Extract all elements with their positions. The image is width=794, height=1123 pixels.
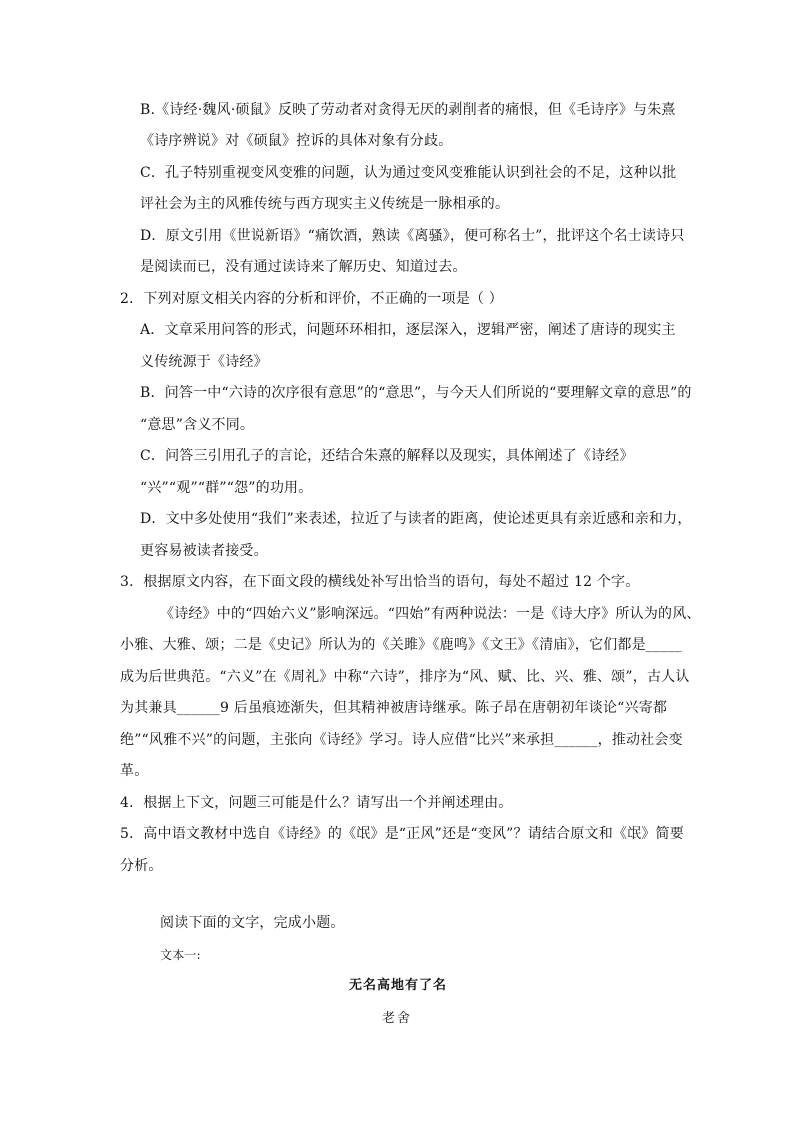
option-d-line-1: D．原文引用《世说新语》“痛饮酒，熟读《离骚》，便可称名士”，批评这个名士读诗只: [140, 228, 685, 244]
option-b-line-2: 《诗序辨说》对《硕鼠》控诉的具体对象有分歧。: [140, 133, 453, 149]
q3-passage-line-3: 成为后世典范。“六义”在《周礼》中称“六诗”，排序为“风、赋、比、兴、雅、颂”，古人认: [120, 669, 690, 685]
q2-option-a-line-2: 义传统源于《诗经》: [140, 354, 268, 370]
question-4: 4．根据上下文，问题三可能是什么？请写出一个并阐述理由。: [120, 795, 513, 811]
text-one-label: 文本一:: [160, 948, 201, 962]
q2-option-b-line-1: B．问答一中“六诗的次序很有意思”的“意思”，与今天人们所说的“要理解文章的意思”的: [140, 385, 692, 401]
article-author: 老舍: [382, 1011, 413, 1026]
question-3-stem: 3．根据原文内容，在下面文段的横线处补写出恰当的语句，每处不超过 12 个字。: [120, 574, 640, 590]
option-c-line-2: 评社会为主的风雅传统与西方现实主义传统是一脉相承的。: [140, 196, 510, 212]
option-b-line-1: B.《诗经·魏风·硕鼠》反映了劳动者对贪得无厌的剥削者的痛恨，但《毛诗序》与朱熹: [140, 102, 676, 118]
q2-option-c-line-1: C．问答三引用孔子的言论，还结合朱熹的解释以及现实，具体阐述了《诗经》: [140, 448, 634, 464]
option-d-line-2: 是阅读而已，没有通过读诗来了解历史、知道过去。: [140, 259, 467, 275]
q2-option-a-line-1: A．文章采用问答的形式，问题环环相扣，逐层深入，逻辑严密，阐述了唐诗的现实主: [140, 322, 676, 338]
q3-passage-line-1: 《诗经》中的“四始六义”影响深远。“四始”有两种说法：一是《诗大序》所认为的风、: [160, 606, 701, 622]
question-2-stem: 2．下列对原文相关内容的分析和评价，不正确的一项是（ ）: [120, 291, 503, 307]
q3-passage-line-5: 绝”“风雅不兴”的问题，主张向《诗经》学习。诗人应借“比兴”来承担______，推动社会变: [120, 732, 683, 748]
q3-passage-line-6: 革。: [120, 763, 149, 779]
question-5-line-1: 5．高中语文教材中选自《诗经》的《氓》是“正风”还是“变风”？请结合原文和《氓》简要: [120, 826, 684, 842]
reading-instruction: 阅读下面的文字，完成小题。: [160, 915, 345, 931]
option-c-line-1: C．孔子特别重视变风变雅的问题，认为通过变风变雅能认识到社会的不足，这种以批: [140, 165, 677, 181]
question-5-line-2: 分析。: [120, 858, 163, 874]
q2-option-d-line-1: D．文中多处使用“我们”来表述，拉近了与读者的距离，使论述更具有亲近感和亲和力，: [140, 511, 692, 527]
article-title: 无名高地有了名: [349, 978, 448, 993]
q2-option-d-line-2: 更容易被读者接受。: [140, 543, 268, 559]
q2-option-b-line-2: “意思”含义不同。: [140, 417, 255, 433]
q3-passage-line-4: 为其兼具______9 后虽痕迹渐失，但其精神被唐诗继承。陈子昂在唐朝初年谈论“兴寄都: [120, 700, 668, 716]
q3-passage-line-2: 小雅、大雅、颂；二是《史记》所认为的《关雎》《鹿鸣》《文王》《清庙》，它们都是_____: [120, 637, 682, 653]
q2-option-c-line-2: “兴”“观”“群”“怨”的功用。: [140, 480, 313, 496]
